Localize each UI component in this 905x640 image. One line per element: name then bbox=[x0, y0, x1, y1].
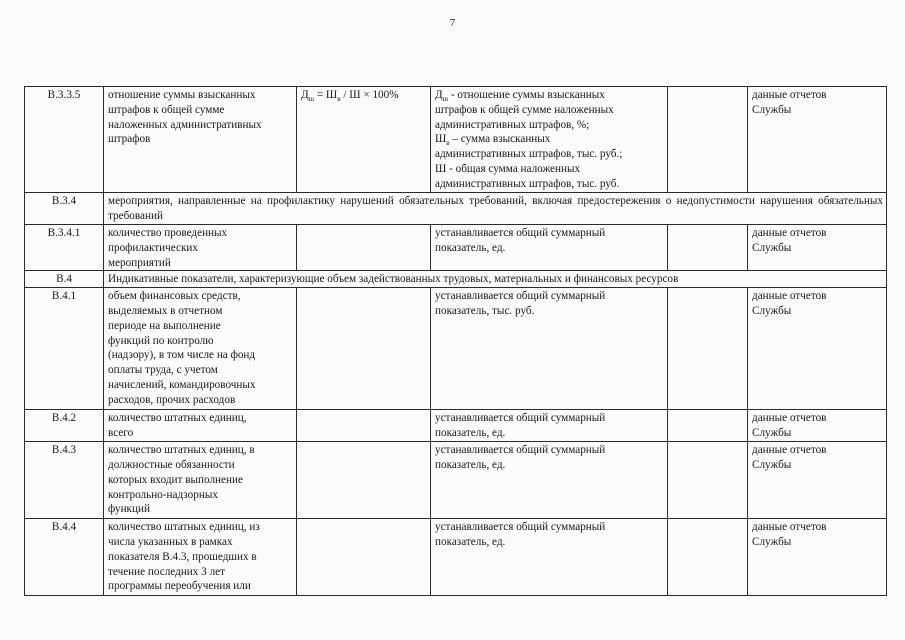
source-line: данные отчетов bbox=[752, 227, 827, 239]
comment-line: административных штрафов, %; bbox=[435, 118, 590, 131]
source-line: Службы bbox=[752, 535, 792, 548]
indicator-name-line: количество проведенных bbox=[108, 227, 228, 239]
indicator-name-line: мероприятий bbox=[108, 256, 171, 269]
indicator-name-line: должностные обязанности bbox=[108, 458, 235, 471]
formula-cell bbox=[297, 288, 431, 410]
source-line: Службы bbox=[752, 103, 792, 116]
indicator-name-line: профилактических bbox=[108, 241, 198, 254]
source-line: Службы bbox=[752, 458, 792, 471]
source-line: данные отчетов bbox=[752, 444, 827, 457]
source-line: Службы bbox=[752, 241, 792, 254]
formula: $Д_ш = Ш_в / Ш \times 100\%$ bbox=[301, 89, 399, 104]
source-cell bbox=[748, 442, 887, 519]
section-heading: мероприятия, направленные на профилактику нарушений обязательных требований, включая предостережения о недопустимости нарушения обязательных требований bbox=[104, 193, 887, 225]
comment-cell bbox=[431, 410, 668, 442]
comment-line: устанавливается общий суммарный bbox=[435, 521, 606, 534]
indicator-name-line: которых входит выполнение bbox=[108, 473, 243, 486]
table-row bbox=[25, 271, 887, 288]
table-row bbox=[25, 410, 887, 442]
comment-line: устанавливается общий суммарный bbox=[435, 227, 606, 239]
indicator-name-line: числа указанных в рамках bbox=[108, 535, 233, 548]
source-line: данные отчетов bbox=[752, 412, 827, 425]
row-code: В.4.4 bbox=[25, 519, 104, 596]
source-cell bbox=[748, 288, 887, 410]
formula-cell bbox=[297, 410, 431, 442]
source-line: данные отчетов bbox=[752, 89, 827, 101]
indicator-name bbox=[104, 519, 297, 596]
indicator-name-line: начислений, командировочных bbox=[108, 378, 256, 391]
table-row bbox=[25, 519, 887, 596]
source-line: Службы bbox=[752, 304, 792, 317]
comment-cell bbox=[431, 519, 668, 596]
table-row bbox=[25, 442, 887, 519]
comment-line: административных штрафов, тыс. руб.; bbox=[435, 148, 623, 161]
indicator-name bbox=[104, 87, 297, 193]
comment-line: административных штрафов, тыс. руб. bbox=[435, 177, 620, 190]
indicator-name-line: оплаты труда, с учетом bbox=[108, 364, 218, 377]
indicator-name-line: показателя В.4.3, прошедших в bbox=[108, 550, 257, 563]
indicator-name-line: функций bbox=[108, 503, 150, 516]
indicator-name-line: количество штатных единиц, bbox=[108, 412, 247, 425]
row-code: В.4 bbox=[25, 271, 104, 288]
comment-line: Ш - общая сумма наложенных bbox=[435, 162, 581, 175]
indicator-name-line: штрафов bbox=[108, 133, 151, 146]
comment-cell bbox=[431, 442, 668, 519]
comment-cell bbox=[431, 225, 668, 271]
row-code: В.3.4 bbox=[25, 193, 104, 225]
comment-cell bbox=[431, 87, 668, 193]
indicator-name-line: всего bbox=[108, 426, 134, 439]
empty-cell bbox=[668, 225, 748, 271]
comment-line: показатель, тыс. руб. bbox=[435, 304, 535, 317]
formula-cell bbox=[297, 225, 431, 271]
row-code: В.3.4.1 bbox=[25, 225, 104, 271]
indicator-name-line: отношение суммы взысканных bbox=[108, 89, 256, 101]
indicator-name-line: выделяемых в отчетном bbox=[108, 304, 223, 317]
source-cell bbox=[748, 410, 887, 442]
indicator-name-line: количество штатных единиц, в bbox=[108, 444, 255, 457]
indicators-table bbox=[24, 86, 887, 596]
indicator-name-line: объем финансовых средств, bbox=[108, 290, 241, 303]
indicator-name-line: функций по контролю bbox=[108, 334, 214, 347]
indicator-name-line: штрафов к общей сумме bbox=[108, 103, 225, 116]
comment-line: показатель, ед. bbox=[435, 426, 506, 439]
table-row bbox=[25, 193, 887, 225]
indicator-name-line: программы переобучения или bbox=[108, 580, 251, 593]
indicator-name bbox=[104, 288, 297, 410]
comment-line: $Д_ш$ - отношение суммы взысканных bbox=[435, 89, 605, 104]
source-line: данные отчетов bbox=[752, 290, 827, 303]
formula-cell bbox=[297, 442, 431, 519]
row-code: В.3.3.5 bbox=[25, 87, 104, 193]
indicator-name-line: контрольно-надзорных bbox=[108, 488, 218, 501]
indicator-name-line: периоде на выполнение bbox=[108, 319, 221, 332]
table-row bbox=[25, 87, 887, 193]
comment-line: показатель, ед. bbox=[435, 458, 506, 471]
empty-cell bbox=[668, 519, 748, 596]
empty-cell bbox=[668, 87, 748, 193]
row-code: В.4.3 bbox=[25, 442, 104, 519]
empty-cell bbox=[668, 288, 748, 410]
comment-line: показатель, ед. bbox=[435, 535, 506, 548]
indicator-name bbox=[104, 410, 297, 442]
comment-line: $Ш_в$ – сумма взысканных bbox=[435, 133, 551, 148]
indicator-name bbox=[104, 442, 297, 519]
source-cell bbox=[748, 225, 887, 271]
source-line: Службы bbox=[752, 426, 792, 439]
section-heading: Индикативные показатели, характеризующие объем задействованных трудовых, материальных и финансовых ресурсов bbox=[104, 271, 887, 288]
comment-line: показатель, ед. bbox=[435, 241, 506, 254]
indicator-name-line: наложенных административных bbox=[108, 118, 262, 131]
indicator-name-line: расходов, прочих расходов bbox=[108, 393, 236, 406]
comment-line: устанавливается общий суммарный bbox=[435, 290, 606, 303]
page-number: 7 bbox=[449, 17, 456, 29]
source-cell bbox=[748, 87, 887, 193]
row-code: В.4.2 bbox=[25, 410, 104, 442]
source-cell bbox=[748, 519, 887, 596]
comment-cell bbox=[431, 288, 668, 410]
indicator-name bbox=[104, 225, 297, 271]
source-line: данные отчетов bbox=[752, 521, 827, 534]
table-row bbox=[25, 225, 887, 271]
empty-cell bbox=[668, 410, 748, 442]
comment-line: устанавливается общий суммарный bbox=[435, 412, 606, 425]
empty-cell bbox=[668, 442, 748, 519]
table-row bbox=[25, 288, 887, 410]
formula-cell bbox=[297, 519, 431, 596]
indicator-name-line: (надзору), в том числе на фонд bbox=[108, 349, 256, 362]
comment-line: штрафов к общей сумме наложенных bbox=[435, 103, 614, 116]
formula-cell bbox=[297, 87, 431, 193]
comment-line: устанавливается общий суммарный bbox=[435, 444, 606, 457]
indicator-name-line: течение последних 3 лет bbox=[108, 565, 226, 578]
row-code: В.4.1 bbox=[25, 288, 104, 410]
indicator-name-line: количество штатных единиц, из bbox=[108, 521, 260, 534]
